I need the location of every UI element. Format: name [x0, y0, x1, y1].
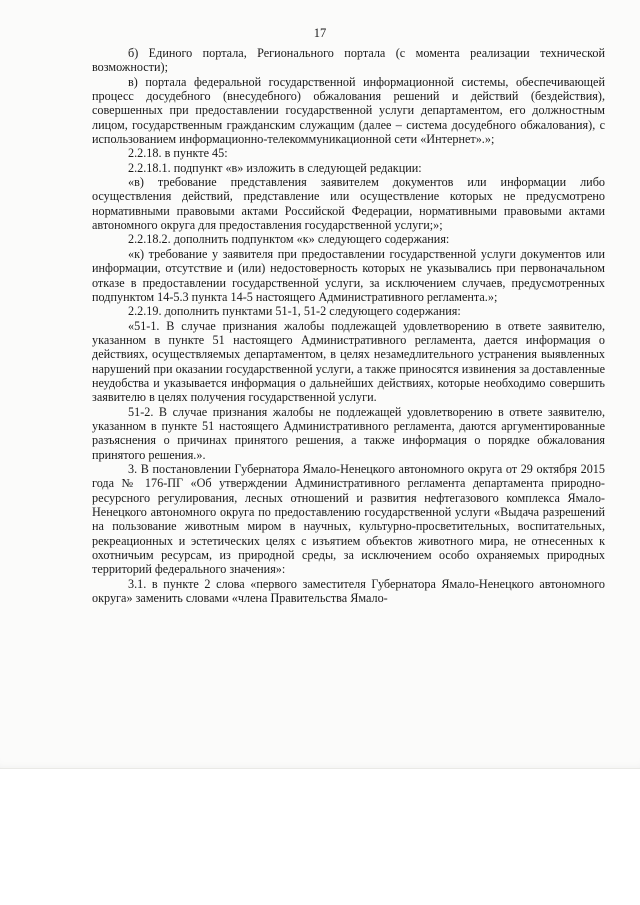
page-number: 17	[313, 26, 327, 40]
paragraph: 3. В постановлении Губернатора Ямало-Ненецкого автономного округа от 29 октября 2015 года № 176-ПГ «Об утверждении Административного регламента департамента природно-ресурсного регулирования, лесных отношений и развития нефтегазового комплекса Ямало-Ненецкого автономного округа по предоставлению государственной услуги «Выдача разрешений на пользование животным миром в научных, культурно-просветительных, воспитательных, рекреационных и эстетических целях с изъятием объектов животного мира, не отнесенных к охотничьим ресурсам, из природной среды, за исключением особо охраняемых природных территорий федерального значения»:	[92, 461, 605, 577]
paragraph: «в) требование представления заявителем документов или информации либо осуществления действий, представление или осуществление которых не предусмотрено нормативными правовыми актами Российской Федерации, нормативными правовыми актами автономного округа для предоставления государственной услуги;»;	[92, 175, 605, 233]
paragraph: 2.2.18. в пункте 45:	[128, 146, 228, 161]
document-body	[92, 46, 605, 605]
paragraph: б) Единого портала, Регионального портала (с момента реализации технической возможности);	[92, 46, 605, 75]
paragraph: 2.2.18.2. дополнить подпунктом «к» следующего содержания:	[128, 232, 450, 247]
paragraph: 3.1. в пункте 2 слова «первого заместителя Губернатора Ямало-Ненецкого автономного округа» заменить словами «члена Правительства Ямало-	[92, 576, 605, 606]
paragraph: 2.2.19. дополнить пунктами 51-1, 51-2 следующего содержания:	[128, 304, 461, 319]
paragraph: «51-1. В случае признания жалобы подлежащей удовлетворению в ответе заявителю, указанном в пункте 51 настоящего Административного регламента, дается информация о действиях, осуществляемых департаментом, в целях незамедлительного устранения выявленных нарушений при оказании государственной услуги, а также приносятся извинения за доставленные неудобства и указывается информация о дальнейших действиях, которые необходимо совершить заявителю в целях получения государственной услуги.	[92, 318, 605, 405]
paragraph: в) портала федеральной государственной информационной системы, обеспечивающей процесс досудебного (внесудебного) обжалования решений и действий (бездействия), совершенных при предоставлении государственной услуги департаментом, его должностным лицом, государственным гражданским служащим (далее – система досудебного обжалования), с использованием информационно-телекоммуникационной сети «Интернет».»;	[92, 74, 605, 147]
paragraph: 51-2. В случае признания жалобы не подлежащей удовлетворению в ответе заявителю, указанном в пункте 51 настоящего Административного регламента, даются аргументированные разъяснения о причинах принятого решения, а также информация о порядке обжалования принятого решения.».	[92, 404, 605, 462]
paragraph: 2.2.18.1. подпункт «в» изложить в следующей редакции:	[128, 160, 422, 175]
paragraph: «к) требование у заявителя при предоставлении государственной услуги документов или информации, отсутствие и (или) недостоверность которых не указывались при первоначальном отказе в предоставлении государственной услуги, за исключением случаев, предусмотренных подпунктом 14-5.3 пункта 14-5 настоящего Административного регламента.»;	[92, 246, 605, 304]
